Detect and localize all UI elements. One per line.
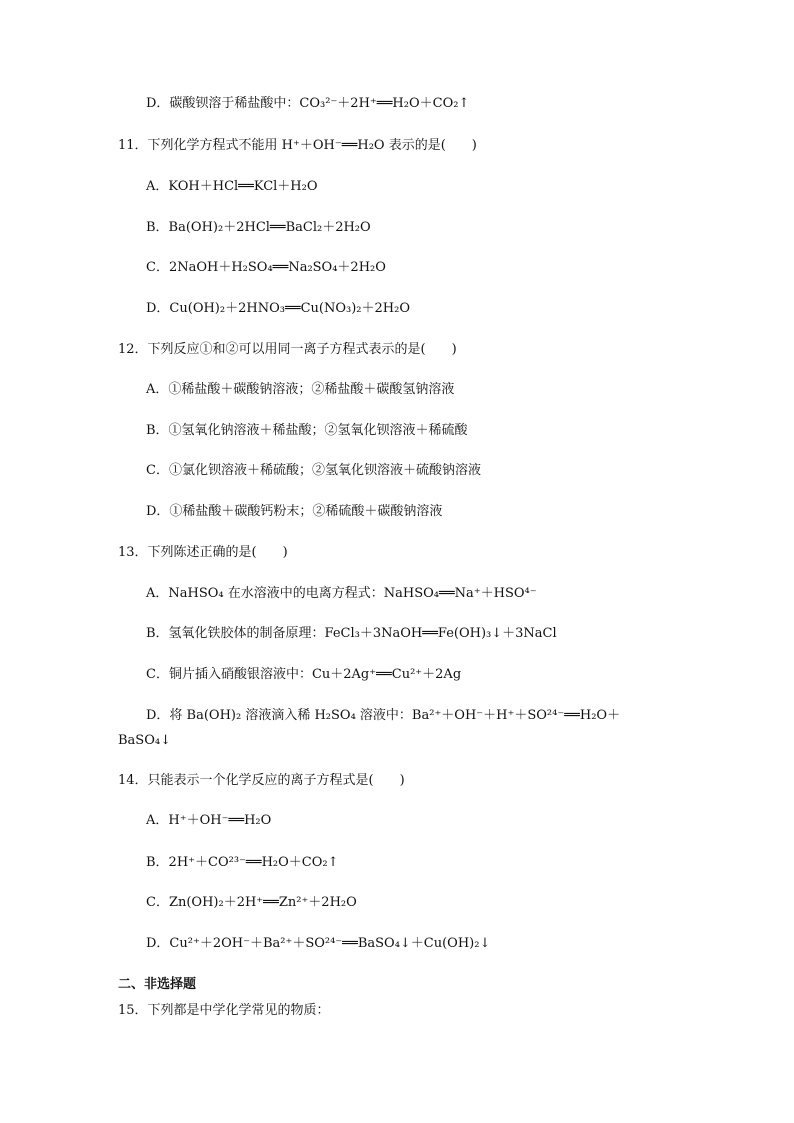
question-15: 15．下列都是中学化学常见的物质： <box>118 1003 330 1018</box>
q14-option-d: D．Cu²⁺＋2OH⁻＋Ba²⁺＋SO²⁴⁻══BaSO₄↓＋Cu(OH)₂↓ <box>146 936 491 951</box>
q14-option-a: A．H⁺＋OH⁻══H₂O <box>146 813 272 828</box>
q11-option-d: D．Cu(OH)₂＋2HNO₃══Cu(NO₃)₂＋2H₂O <box>146 301 410 316</box>
q13-option-b: B．氢氧化铁胶体的制备原理：FeCl₃＋3NaOH══Fe(OH)₃↓＋3NaCl <box>146 626 557 641</box>
q14-option-b: B．2H⁺＋CO²³⁻══H₂O＋CO₂↑ <box>146 855 339 870</box>
q11-option-c: C．2NaOH＋H₂SO₄══Na₂SO₄＋2H₂O <box>146 260 386 275</box>
q10-option-d: D．碳酸钡溶于稀盐酸中：CO₃²⁻＋2H⁺══H₂O＋CO₂↑ <box>146 96 470 111</box>
q14-option-c: C．Zn(OH)₂＋2H⁺══Zn²⁺＋2H₂O <box>146 895 357 910</box>
q11-option-b: B．Ba(OH)₂＋2HCl══BaCl₂＋2H₂O <box>146 220 371 235</box>
q13-option-c: C．铜片插入硝酸银溶液中：Cu＋2Ag⁺══Cu²⁺＋2Ag <box>146 667 462 682</box>
question-12: 12．下列反应①和②可以用同一离子方程式表示的是( ) <box>118 342 457 357</box>
q13-option-d-continued: BaSO₄↓ <box>118 733 171 748</box>
q12-option-a: A．①稀盐酸＋碳酸钠溶液；②稀盐酸＋碳酸氢钠溶液 <box>146 382 455 397</box>
q12-option-c: C．①氯化钡溶液＋稀硫酸；②氢氧化钡溶液＋硫酸钠溶液 <box>146 463 481 478</box>
q13-option-d: D．将 Ba(OH)₂ 溶液滴入稀 H₂SO₄ 溶液中：Ba²⁺＋OH⁻＋H⁺＋SO²⁴⁻══H₂O＋ <box>146 708 621 723</box>
question-13: 13．下列陈述正确的是( ) <box>118 545 288 560</box>
section-heading-non-choice: 二、非选择题 <box>118 977 197 992</box>
question-11: 11．下列化学方程式不能用 H⁺＋OH⁻══H₂O 表示的是( ) <box>118 138 477 153</box>
q11-option-a: A．KOH＋HCl══KCl＋H₂O <box>146 179 318 194</box>
q13-option-a: A．NaHSO₄ 在水溶液中的电离方程式：NaHSO₄══Na⁺＋HSO⁴⁻ <box>146 586 537 601</box>
question-14: 14．只能表示一个化学反应的离子方程式是( ) <box>118 773 405 788</box>
q12-option-d: D．①稀盐酸＋碳酸钙粉末；②稀硫酸＋碳酸钠溶液 <box>146 504 443 519</box>
q12-option-b: B．①氢氧化钠溶液＋稀盐酸；②氢氧化钡溶液＋稀硫酸 <box>146 423 468 438</box>
